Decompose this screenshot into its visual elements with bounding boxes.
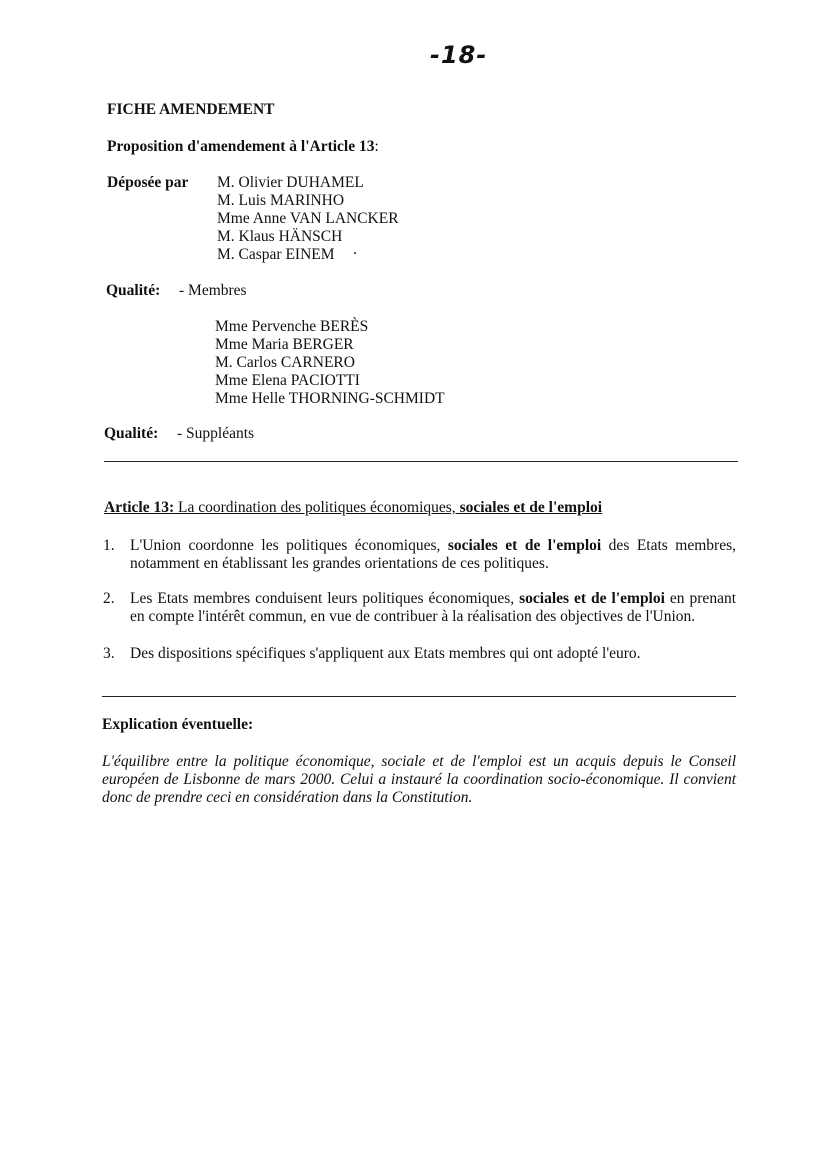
member-name: Mme Anne VAN LANCKER (217, 210, 399, 227)
qualite-value-members: - Membres (179, 282, 247, 299)
proposition-line (107, 138, 379, 156)
item-number: 1. (103, 537, 115, 554)
article-title-plain: La coordination des politiques économiques, (174, 499, 460, 516)
item-text-after: des Etats membres, notamment en établissant les grandes orientations de ces politiques. (130, 537, 736, 572)
explanation-text: L'équilibre entre la politique économique, sociale et de l'emploi est un acquis depuis le Conseil européen de Lisbonne de mars 2000. Celui a instauré la coordination socio-économique. Il convient donc de prendre ceci en considération dans la Constitution. (102, 753, 736, 806)
item-text-bold: sociales et de l'emploi (519, 590, 665, 607)
substitute-name: Mme Maria BERGER (215, 336, 354, 353)
article-item (130, 537, 736, 573)
item-text-before: L'Union coordonne les politiques économiques, (130, 537, 448, 554)
divider (104, 461, 738, 462)
qualite-label-substitutes: Qualité: (104, 425, 159, 442)
item-text-bold: sociales et de l'emploi (447, 537, 602, 554)
substitutes-list (215, 318, 445, 408)
proposition-colon: : (374, 138, 379, 155)
substitute-name: M. Carlos CARNERO (215, 354, 355, 371)
substitute-name: Mme Helle THORNING-SCHMIDT (215, 390, 445, 407)
member-name: M. Luis MARINHO (217, 192, 345, 209)
item-number: 3. (103, 645, 115, 662)
article-title-bold: sociales et de l'emploi (459, 499, 603, 516)
article-heading (104, 499, 602, 517)
qualite-value-substitutes: - Suppléants (177, 425, 255, 442)
item-text-before: Les Etats membres conduisent leurs politiques économiques, (130, 590, 520, 607)
explanation-heading: Explication éventuelle: (102, 716, 254, 733)
divider (102, 696, 736, 697)
members-list (217, 174, 399, 264)
proposition-text: Proposition d'amendement à l'Article 13 (107, 138, 375, 155)
substitute-name: Mme Pervenche BERÈS (215, 318, 369, 335)
member-name: M. Caspar EINEM (217, 246, 335, 263)
member-name: M. Klaus HÄNSCH (217, 228, 343, 245)
scan-dot (354, 252, 356, 254)
substitute-name: Mme Elena PACIOTTI (215, 372, 360, 389)
article-item: Des dispositions spécifiques s'appliquent aux Etats membres qui ont adopté l'euro. (130, 645, 641, 662)
article-item (130, 590, 736, 626)
member-name: M. Olivier DUHAMEL (217, 174, 364, 191)
page-number: -18- (430, 41, 488, 69)
deposee-label: Déposée par (107, 174, 189, 191)
item-number: 2. (103, 590, 115, 607)
page-title: FICHE AMENDEMENT (107, 101, 275, 118)
item-text-after: en prenant en compte l'intérêt commun, en vue de contribuer à la réalisation des objectives de l'Union. (130, 590, 737, 625)
qualite-label-members: Qualité: (106, 282, 161, 299)
article-label: Article 13: (104, 499, 175, 516)
